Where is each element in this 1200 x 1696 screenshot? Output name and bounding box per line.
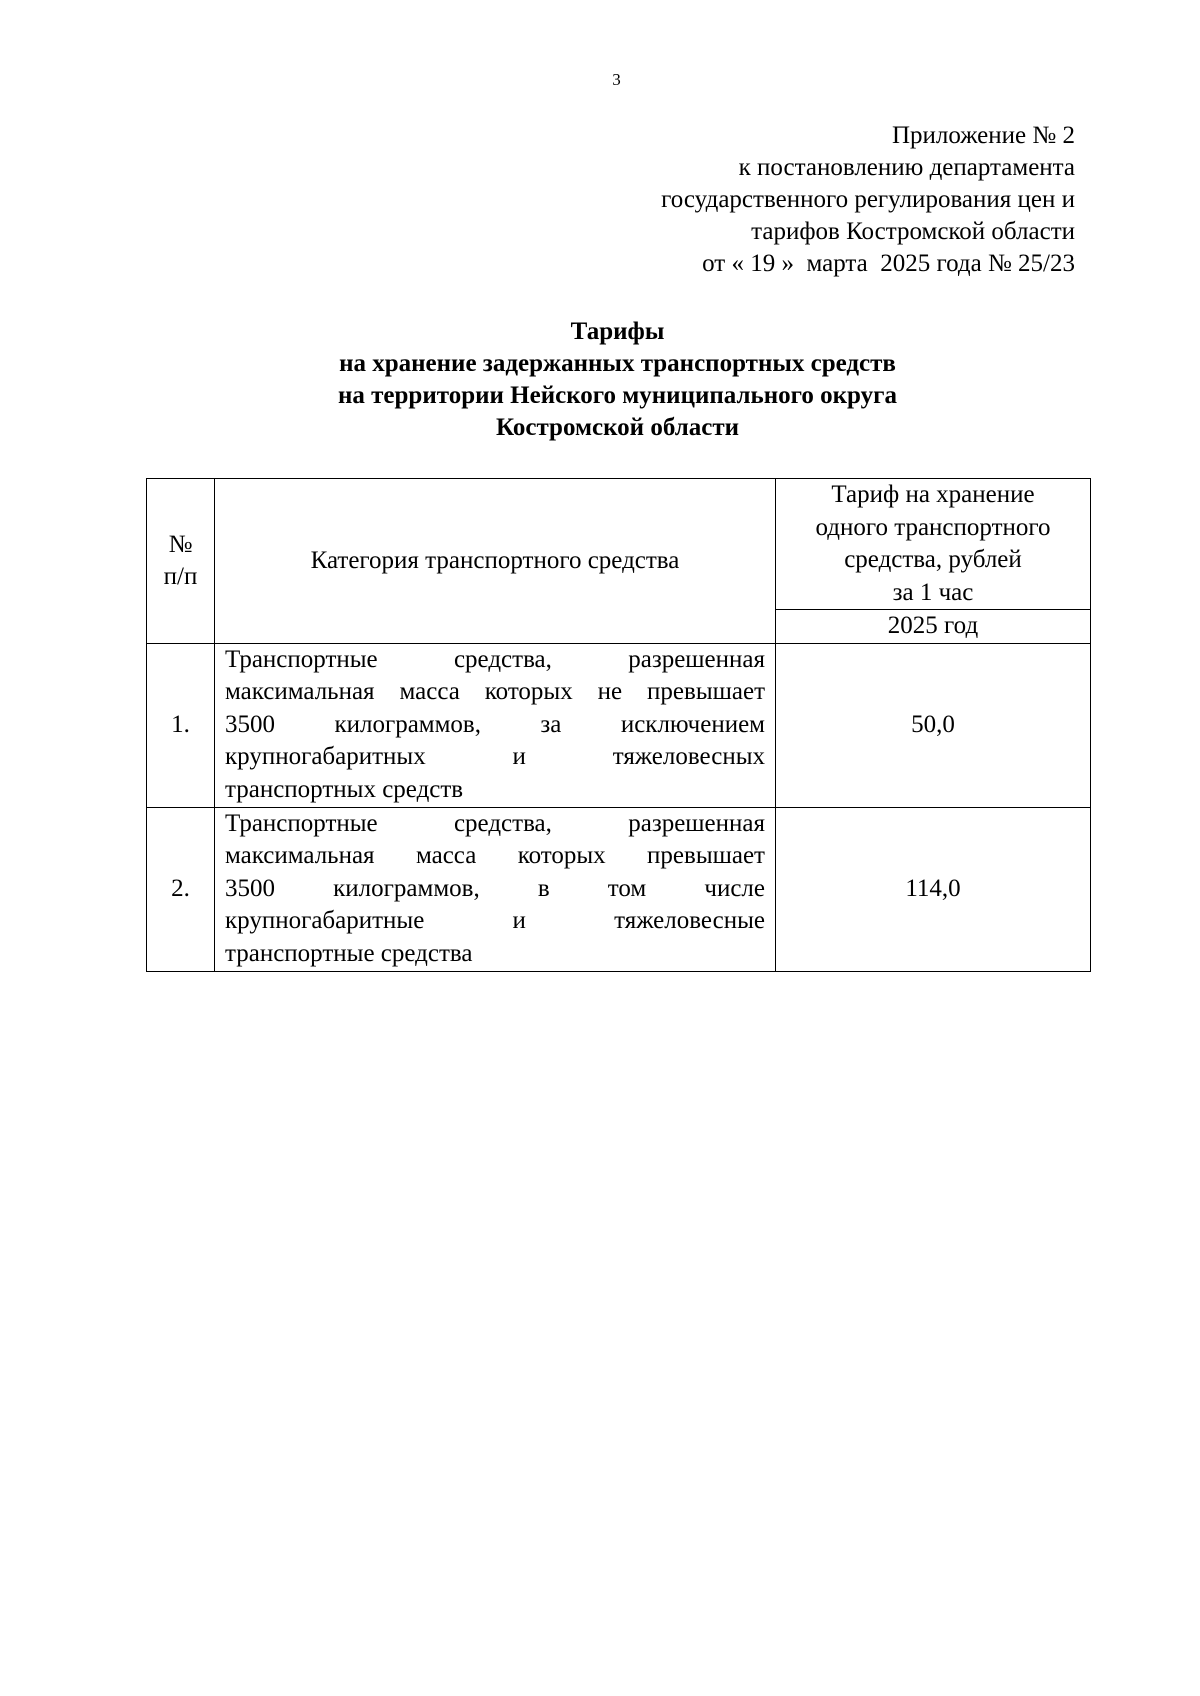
table-header-row — [147, 479, 1091, 610]
category-line: 3500 килограммов, за исключением — [225, 710, 765, 738]
header-category: Категория транспортного средства — [215, 479, 776, 644]
category-line: 3500 килограммов, в том числе — [225, 874, 765, 902]
row-number: 2. — [147, 807, 215, 971]
table-row — [147, 643, 1091, 807]
tariff-table — [146, 478, 1091, 972]
category-line: крупногабаритные и тяжеловесные — [225, 907, 765, 935]
appendix-line: Приложение № 2 — [891, 122, 1075, 149]
page-number: 3 — [612, 70, 621, 89]
header-number-abbr: п/п — [163, 562, 198, 590]
category-line: Транспортные средства, разрешенная — [225, 645, 765, 673]
header-year: 2025 год — [776, 610, 1091, 644]
table-row — [147, 807, 1091, 971]
title-line: Тарифы — [570, 318, 665, 345]
title-line: на хранение задержанных транспортных средств — [339, 350, 896, 377]
appendix-line: к постановлению департамента — [738, 154, 1075, 181]
appendix-line: государственного регулирования цен и — [661, 186, 1075, 213]
header-number-symbol: № — [168, 530, 193, 558]
category-line: максимальная масса которых не превышает — [225, 678, 765, 706]
header-tariff — [776, 479, 1091, 610]
category-line: Транспортные средства, разрешенная — [225, 809, 765, 837]
row-tariff: 114,0 — [776, 807, 1091, 971]
row-category — [215, 807, 776, 971]
title-line: на территории Нейского муниципального округа — [338, 382, 897, 409]
header-tariff-line: одного транспортного — [815, 513, 1051, 541]
header-tariff-line: Тариф на хранение — [831, 481, 1035, 508]
header-tariff-line: средства, рублей — [844, 546, 1022, 573]
appendix-line: от « 19 » марта 2025 года № 25/23 — [702, 250, 1075, 277]
row-tariff: 50,0 — [776, 643, 1091, 807]
header-number — [147, 479, 215, 644]
document-title — [146, 316, 1089, 444]
category-line: транспортные средства — [225, 939, 473, 967]
appendix-line: тарифов Костромской области — [751, 218, 1075, 245]
header-tariff-line: за 1 час — [892, 578, 974, 606]
category-line: транспортных средств — [225, 775, 464, 803]
row-category — [215, 643, 776, 807]
category-line: крупногабаритных и тяжеловесных — [225, 743, 765, 771]
title-line: Костромской области — [495, 414, 740, 441]
row-number: 1. — [147, 643, 215, 807]
appendix-block — [475, 120, 1075, 280]
category-line: максимальная масса которых превышает — [225, 842, 765, 870]
